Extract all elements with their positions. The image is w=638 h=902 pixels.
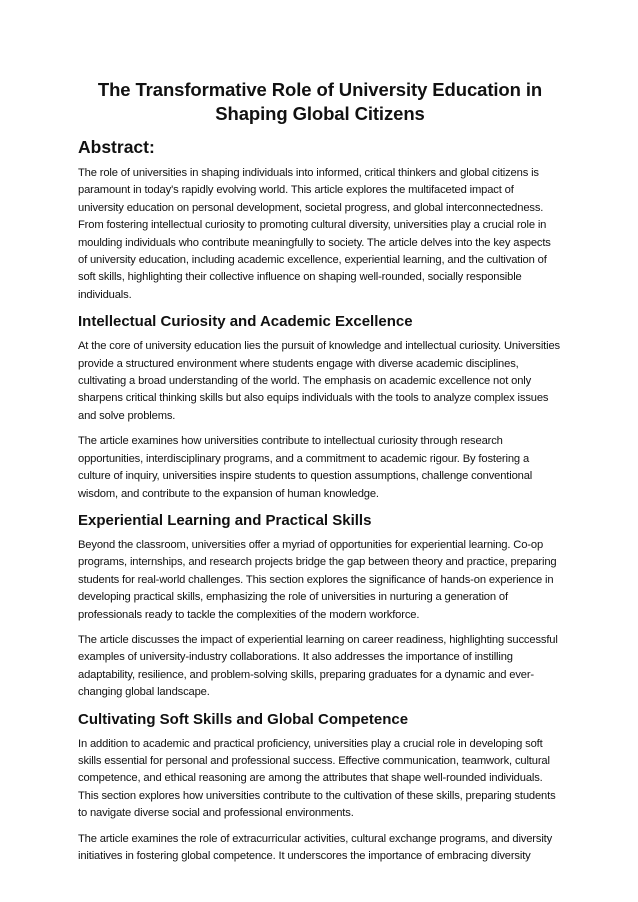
- section-heading: Intellectual Curiosity and Academic Excellence: [78, 313, 413, 331]
- document-title: The Transformative Role of University Education in Shaping Global Citizens: [97, 79, 543, 124]
- section-intellectual-curiosity: [78, 312, 562, 503]
- section-paragraph: The article discusses the impact of experiential learning on career readiness, highlighting successful examples of university-industry collaborations. It also addresses the importance of instilling adaptability, resilience, and problem-solving skills, preparing graduates for a dynamic and ever-changing global landscape.: [78, 633, 558, 699]
- section-heading: Cultivating Soft Skills and Global Competence: [78, 710, 409, 728]
- section-paragraph: The article examines the role of extracurricular activities, cultural exchange programs, and diversity initiatives in fostering global competence. It underscores the importance of embracing diversity: [78, 832, 553, 862]
- section-paragraph: The article examines how universities contribute to intellectual curiosity through research opportunities, interdisciplinary programs, and a commitment to academic rigour. By fostering a culture of inquiry, universities inspire students to question assumptions, challenge conventional wisdom, and contribute to the expansion of human knowledge.: [78, 435, 533, 500]
- section-heading: Experiential Learning and Practical Skills: [78, 511, 372, 529]
- section-paragraph: In addition to academic and practical proficiency, universities play a crucial role in developing soft skills essential for personal and professional success. Effective communication, teamwork, cultural competence, and ethical reasoning are among the attributes that shape well-rounded individuals. This section explores how universities contribute to the cultivation of these skills, preparing students to navigate diverse social and professional environments.: [78, 737, 556, 820]
- abstract-heading: Abstract:: [78, 137, 155, 157]
- section-paragraph: At the core of university education lies the pursuit of knowledge and intellectual curiosity. Universities provide a structured environment where students engage with diverse academic disciplines, cultivating a broad understanding of the world. The emphasis on academic excellence not only sharpens critical thinking skills but also equips individuals with the tools to analyze complex issues and solve problems.: [78, 340, 560, 422]
- section-experiential-learning: [78, 511, 562, 702]
- document-page: [78, 78, 562, 873]
- section-soft-skills: [78, 710, 562, 866]
- abstract-paragraph: The role of universities in shaping individuals into informed, critical thinkers and global citizens is paramount in today's rapidly evolving world. This article explores the multifaceted impact of university education on personal development, societal progress, and global interconnectedness. From fostering intellectual curiosity to promoting cultural diversity, universities play a crucial role in moulding individuals who contribute meaningfully to society. The article delves into the key aspects of university education, including academic excellence, experiential learning, and the cultivation of soft skills, highlighting their collective influence on shaping well-rounded, socially responsible individuals.: [78, 167, 551, 301]
- section-paragraph: Beyond the classroom, universities offer a myriad of opportunities for experiential learning. Co-op programs, internships, and research projects bridge the gap between theory and practice, preparing students for real-world challenges. This section explores the significance of hands-on experience in developing practical skills, emphasizing the role of universities in nurturing a generation of professionals ready to tackle the complexities of the modern workforce.: [78, 538, 557, 621]
